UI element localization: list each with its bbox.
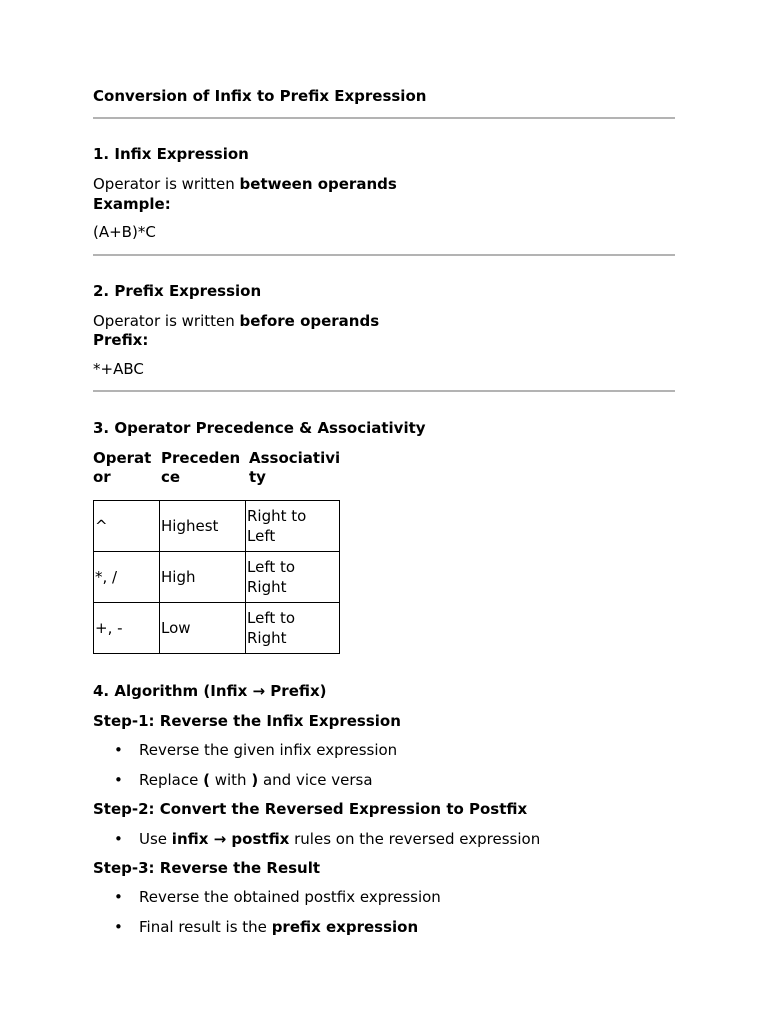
table-cell-associativity: Right to Left	[246, 501, 340, 552]
list-item	[93, 771, 397, 789]
bullet-icon: •	[114, 918, 123, 936]
bullet-icon: •	[114, 888, 123, 906]
table-cell-associativity: Left to Right	[246, 552, 340, 603]
step-title: Step-1: Reverse the Infix Expression	[93, 712, 401, 730]
list-item	[93, 741, 397, 759]
table-cell-operator: +, -	[94, 603, 160, 654]
list-item-emphasis: (	[203, 771, 210, 789]
table-cell-precedence: Highest	[160, 501, 246, 552]
list-item-text: Use	[139, 830, 172, 848]
list-item	[93, 830, 540, 848]
step-title: Step-3: Reverse the Result	[93, 859, 321, 877]
step-list	[93, 830, 540, 848]
list-item-emphasis: prefix expression	[271, 918, 419, 936]
infix-description	[93, 175, 397, 193]
prefix-description	[93, 312, 379, 330]
infix-example-value: (A+B)*C	[93, 223, 156, 241]
list-item-emphasis: infix → postfix	[171, 830, 290, 848]
infix-description-emphasis: between operands	[239, 175, 397, 193]
list-item-text: Reverse the obtained postfix expression	[139, 888, 441, 906]
prefix-example-label: Prefix:	[93, 331, 149, 349]
precedence-table	[93, 500, 340, 654]
list-item	[93, 888, 441, 906]
list-item	[93, 918, 441, 936]
bullet-icon: •	[114, 830, 123, 848]
list-item-text: with	[209, 771, 252, 789]
table-row	[94, 501, 340, 552]
table-header-precedence: Precedence	[161, 449, 241, 486]
list-item-text: Reverse the given infix expression	[139, 741, 398, 759]
section-heading-infix: 1. Infix Expression	[93, 145, 249, 163]
table-cell-associativity: Left to Right	[246, 603, 340, 654]
divider	[93, 117, 675, 119]
list-item-emphasis: )	[251, 771, 259, 789]
table-cell-precedence: Low	[160, 603, 246, 654]
divider	[93, 390, 675, 392]
list-item-text: rules on the reversed expression	[289, 830, 541, 848]
section-heading-algorithm: 4. Algorithm (Infix → Prefix)	[93, 682, 327, 700]
bullet-icon: •	[114, 771, 123, 789]
table-row	[94, 603, 340, 654]
section-heading-prefix: 2. Prefix Expression	[93, 282, 262, 300]
list-item-text: Final result is the	[139, 918, 272, 936]
prefix-example-value: *+ABC	[93, 360, 144, 378]
list-item-text: and vice versa	[258, 771, 373, 789]
step-title: Step-2: Convert the Reversed Expression to Postfix	[93, 800, 528, 818]
table-header-operator: Operator	[93, 449, 152, 486]
infix-example-label: Example:	[93, 195, 171, 213]
table-header-associativity: Associativity	[249, 449, 341, 486]
list-item-text: Replace	[139, 771, 204, 789]
prefix-description-text: Operator is written	[93, 312, 240, 330]
infix-description-text: Operator is written	[93, 175, 240, 193]
step-list	[93, 741, 397, 789]
bullet-icon: •	[114, 741, 123, 759]
table-cell-precedence: High	[160, 552, 246, 603]
table-row	[94, 552, 340, 603]
divider	[93, 254, 675, 256]
table-cell-operator: *, /	[94, 552, 160, 603]
table-cell-operator: ^	[94, 501, 160, 552]
step-list	[93, 888, 441, 936]
section-heading-precedence: 3. Operator Precedence & Associativity	[93, 419, 426, 437]
prefix-description-emphasis: before operands	[239, 312, 380, 330]
page-title: Conversion of Infix to Prefix Expression	[93, 87, 427, 105]
